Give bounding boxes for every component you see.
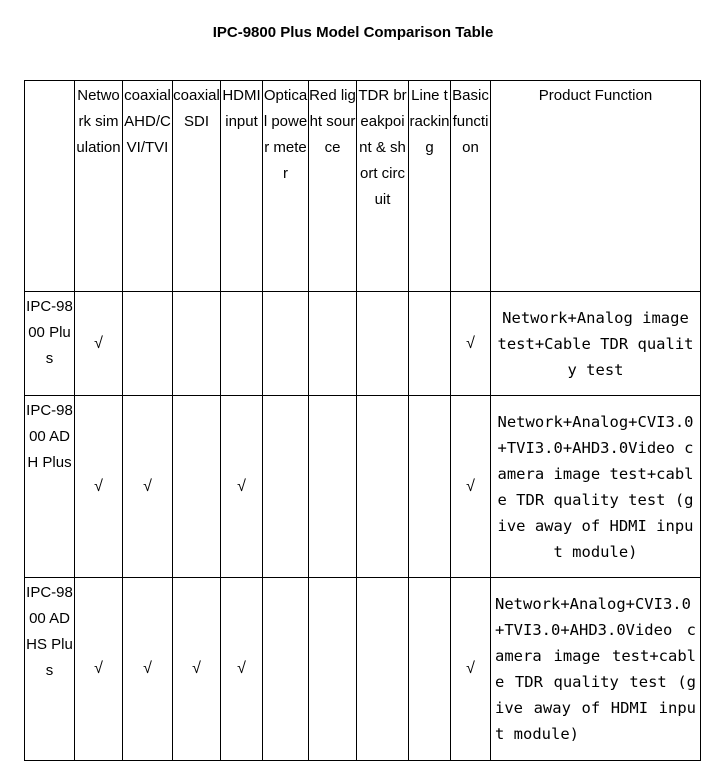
column-header-coaxial-ahd-cvi-tvi: coaxial AHD/CVI/TVI bbox=[123, 81, 173, 292]
empty-cell bbox=[263, 578, 309, 761]
check-mark-cell: √ bbox=[75, 396, 123, 578]
product-function-cell: Network+Analog+CVI3.0+TVI3.0+AHD3.0Video camera image test+cable TDR quality test (give away of HDMI input module) bbox=[491, 578, 701, 761]
column-header-hdmi-input: HDMI input bbox=[221, 81, 263, 292]
empty-cell bbox=[123, 292, 173, 396]
column-header-line-tracking: Line tracking bbox=[409, 81, 451, 292]
table-row bbox=[25, 396, 701, 578]
model-name-cell: IPC-9800 ADH Plus bbox=[25, 396, 75, 578]
empty-cell bbox=[409, 292, 451, 396]
column-header-blank bbox=[25, 81, 75, 292]
empty-cell bbox=[309, 396, 357, 578]
check-mark-cell: √ bbox=[451, 396, 491, 578]
empty-cell bbox=[357, 292, 409, 396]
table-row bbox=[25, 292, 701, 396]
column-header-coaxial-sdi: coaxial SDI bbox=[173, 81, 221, 292]
column-header-red-light-source: Red light source bbox=[309, 81, 357, 292]
product-function-cell: Network+Analog image test+Cable TDR quality test bbox=[491, 292, 701, 396]
check-mark-cell: √ bbox=[123, 578, 173, 761]
empty-cell bbox=[409, 578, 451, 761]
empty-cell bbox=[173, 292, 221, 396]
empty-cell bbox=[263, 396, 309, 578]
table-row bbox=[25, 578, 701, 761]
check-mark-cell: √ bbox=[75, 578, 123, 761]
check-mark-cell: √ bbox=[173, 578, 221, 761]
empty-cell bbox=[263, 292, 309, 396]
empty-cell bbox=[221, 292, 263, 396]
check-mark-cell: √ bbox=[451, 578, 491, 761]
column-header-product-function: Product Function bbox=[491, 81, 701, 292]
model-name-cell: IPC-9800 Plus bbox=[25, 292, 75, 396]
empty-cell bbox=[309, 578, 357, 761]
check-mark-cell: √ bbox=[221, 578, 263, 761]
check-mark-cell: √ bbox=[451, 292, 491, 396]
column-header-tdr-breakpoint: TDR breakpoint & short circuit bbox=[357, 81, 409, 292]
model-name-cell: IPC-9800 ADHS Plus bbox=[25, 578, 75, 761]
column-header-optical-power-meter: Optical power meter bbox=[263, 81, 309, 292]
product-function-cell: Network+Analog+CVI3.0+TVI3.0+AHD3.0Video camera image test+cable TDR quality test (give away of HDMI input module) bbox=[491, 396, 701, 578]
comparison-table bbox=[24, 80, 701, 761]
page-title: IPC-9800 Plus Model Comparison Table bbox=[212, 24, 494, 41]
empty-cell bbox=[409, 396, 451, 578]
column-header-network-simulation: Network simulation bbox=[75, 81, 123, 292]
empty-cell bbox=[357, 578, 409, 761]
empty-cell bbox=[309, 292, 357, 396]
check-mark-cell: √ bbox=[75, 292, 123, 396]
check-mark-cell: √ bbox=[221, 396, 263, 578]
header-row bbox=[25, 81, 701, 292]
column-header-basic-function: Basic function bbox=[451, 81, 491, 292]
check-mark-cell: √ bbox=[123, 396, 173, 578]
empty-cell bbox=[173, 396, 221, 578]
empty-cell bbox=[357, 396, 409, 578]
